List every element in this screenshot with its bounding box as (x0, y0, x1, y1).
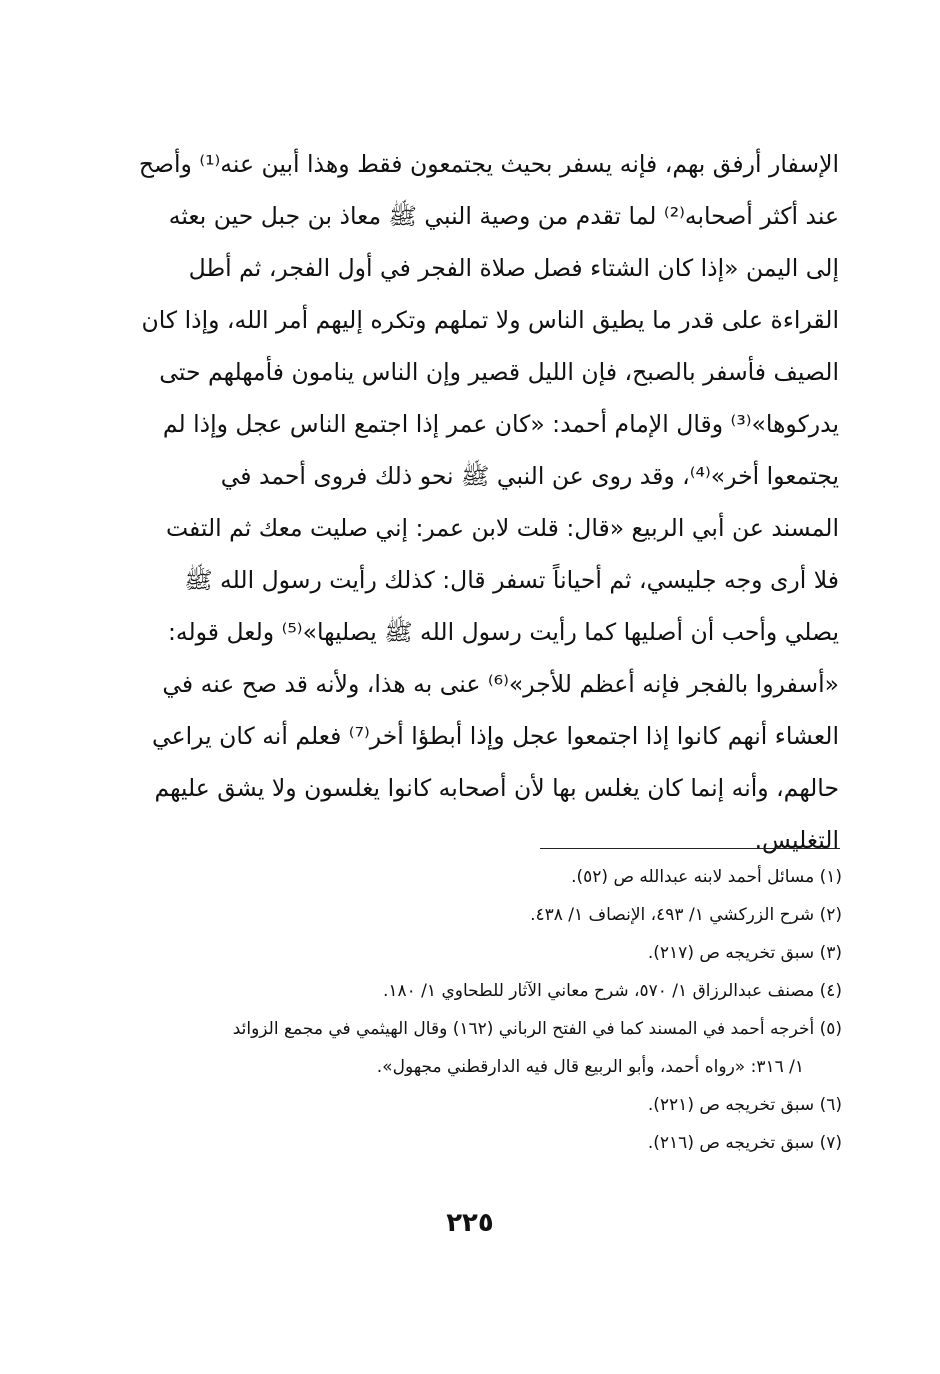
footnote: (٥) أخرجه أحمد في المسند كما في الفتح الرباني (١٦٢) وقال الهيثمي في مجمع الزوائد (232, 1019, 842, 1039)
text-line: يدركوها»⁽³⁾ وقال الإمام أحمد: «كان عمر إذا اجتمع الناس عجل وإذا لم (162, 410, 839, 438)
footnote: (٧) سبق تخريجه ص (٢١٦). (647, 1133, 842, 1153)
text-line: «أسفروا بالفجر فإنه أعظم للأجر»⁽⁶⁾ عنى به هذا، ولأنه قد صح عنه في (162, 670, 839, 698)
footnote-continuation: ١/ ٣١٦: «رواه أحمد، وأبو الربيع قال فيه الدارقطني مجهول». (376, 1057, 804, 1077)
text-line: يجتمعوا أخر»⁽⁴⁾، وقد روى عن النبي ﷺ نحو ذلك فروى أحمد في (220, 462, 839, 490)
text-line: الإسفار أرفق بهم، فإنه يسفر بحيث يجتمعون فقط وهذا أبين عنه⁽¹⁾ وأصح (138, 150, 839, 178)
text-line: حالهم، وأنه إنما كان يغلس بها لأن أصحابه كانوا يغلسون ولا يشق عليهم (154, 774, 839, 802)
footnote-separator (540, 848, 840, 849)
text-line: يصلي وأحب أن أصليها كما رأيت رسول الله ﷺ يصليها»⁽⁵⁾ ولعل قوله: (167, 618, 839, 646)
text-line: القراءة على قدر ما يطيق الناس ولا تملهم وتكره إليهم أمر الله، وإذا كان (141, 306, 839, 334)
text-line: إلى اليمن «إذا كان الشتاء فصل صلاة الفجر في أول الفجر، ثم أطل (188, 254, 839, 282)
footnote: (٦) سبق تخريجه ص (٢٢١). (647, 1095, 842, 1115)
footnote: (٢) شرح الزركشي ١/ ٤٩٣، الإنصاف ١/ ٤٣٨. (530, 905, 842, 925)
text-line: العشاء أنهم كانوا إذا اجتمعوا عجل وإذا أبطؤا أخر⁽⁷⁾ فعلم أنه كان يراعي (152, 722, 839, 750)
text-line: عند أكثر أصحابه⁽²⁾ لما تقدم من وصية النبي ﷺ معاذ بن جبل حين بعثه (168, 202, 839, 230)
footnotes-block (120, 858, 842, 1162)
text-line: المسند عن أبي الربيع «قال: قلت لابن عمر: إني صليت معك ثم التفت (165, 514, 839, 542)
text-line: الصيف فأسفر بالصبح، فإن الليل قصير وإن الناس ينامون فأمهلهم حتى (159, 358, 839, 386)
footnote: (٤) مصنف عبدالرزاق ١/ ٥٧٠، شرح معاني الآثار للطحاوي ١/ ١٨٠. (382, 981, 842, 1001)
main-text-block (127, 138, 839, 866)
text-line: التغليس. (754, 826, 839, 854)
footnote: (١) مسائل أحمد لابنه عبدالله ص (٥٢). (571, 867, 842, 887)
page-number: ٢٢٥ (446, 1208, 494, 1238)
footnote: (٣) سبق تخريجه ص (٢١٧). (647, 943, 842, 963)
text-line: فلا أرى وجه جليسي، ثم أحياناً تسفر قال: كذلك رأيت رسول الله ﷺ (184, 566, 839, 594)
